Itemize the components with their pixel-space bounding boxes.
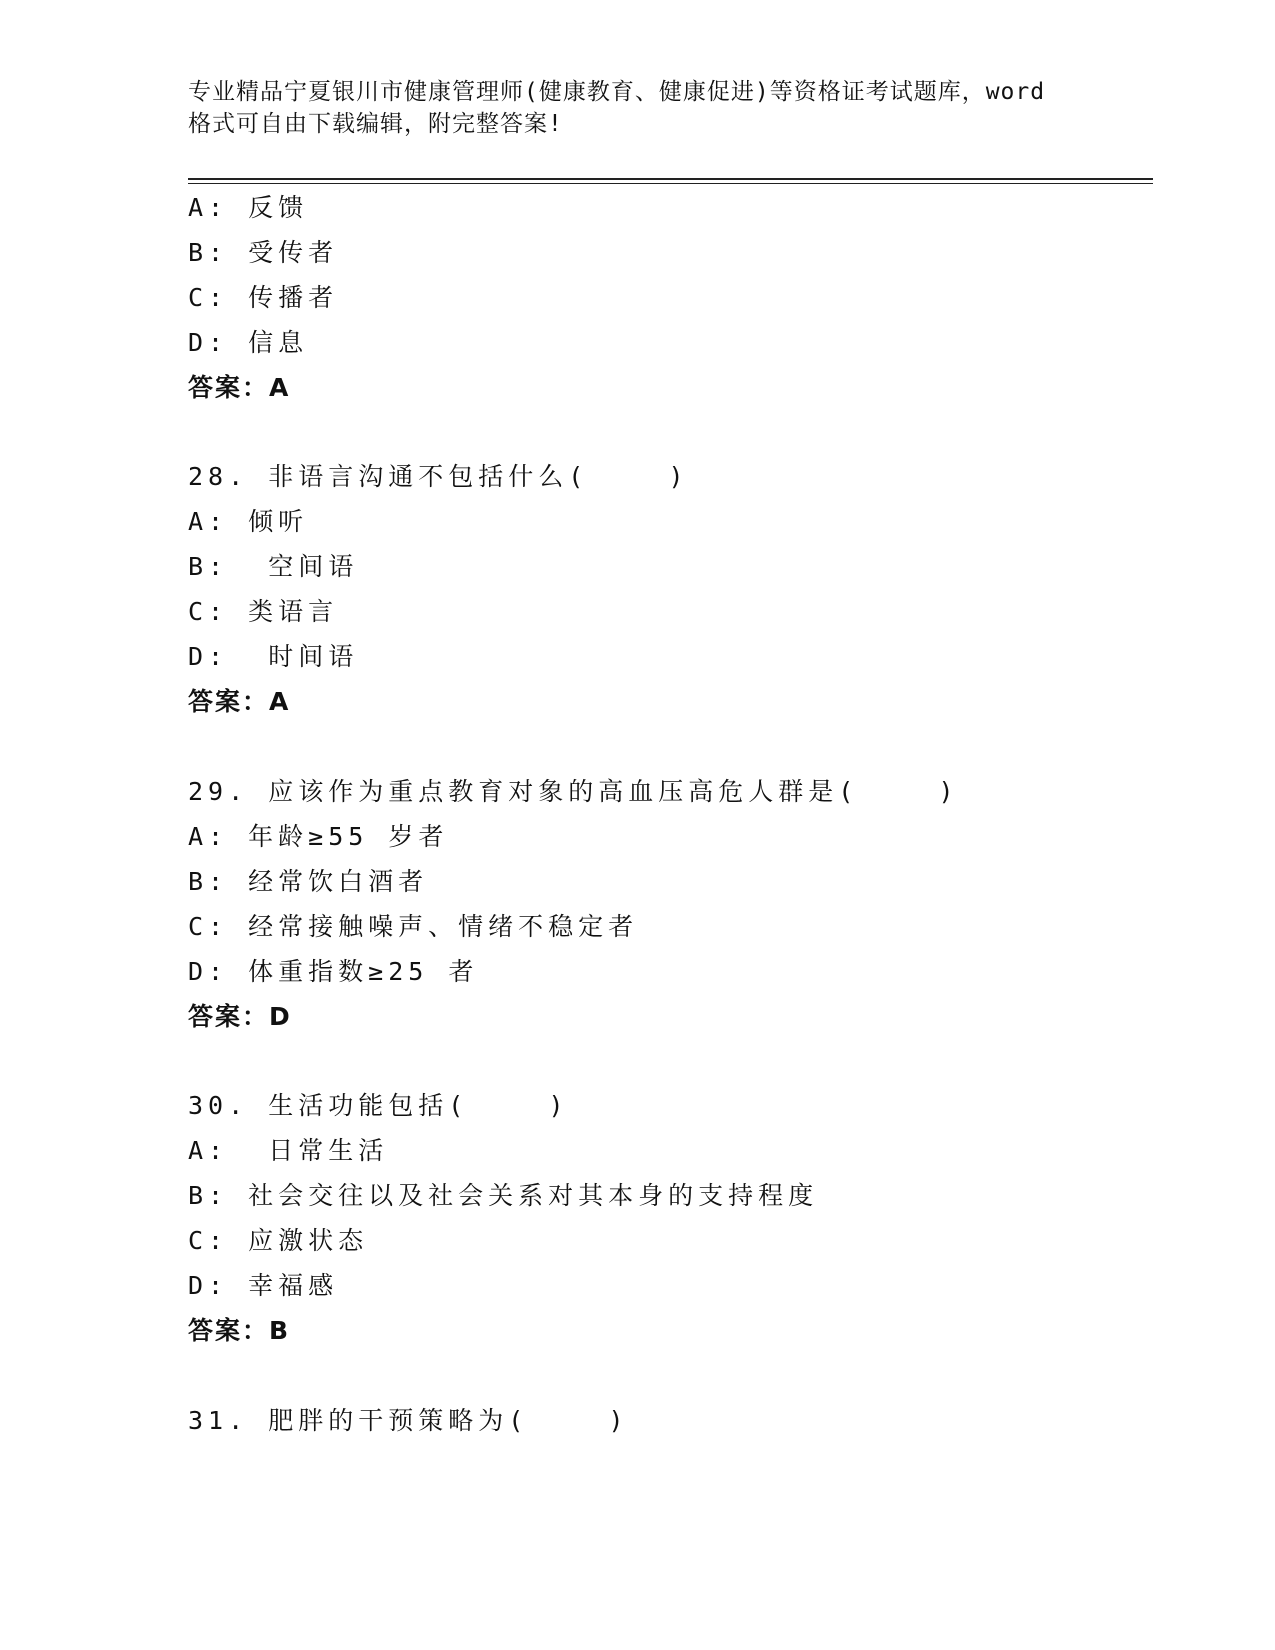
q28-option-d: D: 时间语 [188, 642, 359, 671]
q30-stem: 30. 生活功能包括( ) [188, 1091, 569, 1120]
header-divider-thick [188, 178, 1153, 180]
q28-option-a: A: 倾听 [188, 507, 309, 536]
q30-option-c: C: 应激状态 [188, 1226, 369, 1255]
q30-option-d: D: 幸福感 [188, 1271, 339, 1300]
document-header [188, 76, 1088, 140]
q27-option-b: B: 受传者 [188, 238, 339, 267]
header-divider-thin [188, 183, 1153, 184]
header-line-2: 格式可自由下载编辑，附完整答案! [188, 111, 563, 137]
q28-stem: 28. 非语言沟通不包括什么( ) [188, 462, 689, 491]
q28-option-b: B: 空间语 [188, 552, 359, 581]
q27-option-a: A: 反馈 [188, 193, 309, 222]
q29-answer: 答案：D [188, 1002, 292, 1031]
q29-option-b: B: 经常饮白酒者 [188, 867, 429, 896]
q28-answer: 答案：A [188, 687, 291, 716]
q27-option-d: D: 信息 [188, 328, 309, 357]
q31-stem: 31. 肥胖的干预策略为( ) [188, 1406, 629, 1435]
q29-option-d: D: 体重指数≥25 者 [188, 957, 479, 986]
q27-answer: 答案：A [188, 373, 291, 402]
q28-option-c: C: 类语言 [188, 597, 339, 626]
q30-option-b: B: 社会交往以及社会关系对其本身的支持程度 [188, 1181, 819, 1210]
q29-stem: 29. 应该作为重点教育对象的高血压高危人群是( ) [188, 777, 959, 806]
header-line-1: 专业精品宁夏银川市健康管理师(健康教育、健康促进)等资格证考试题库，word [188, 79, 1046, 105]
q29-option-a: A: 年龄≥55 岁者 [188, 822, 449, 851]
q29-option-c: C: 经常接触噪声、情绪不稳定者 [188, 912, 639, 941]
q30-option-a: A: 日常生活 [188, 1136, 389, 1165]
q30-answer: 答案：B [188, 1316, 291, 1345]
q27-option-c: C: 传播者 [188, 283, 339, 312]
